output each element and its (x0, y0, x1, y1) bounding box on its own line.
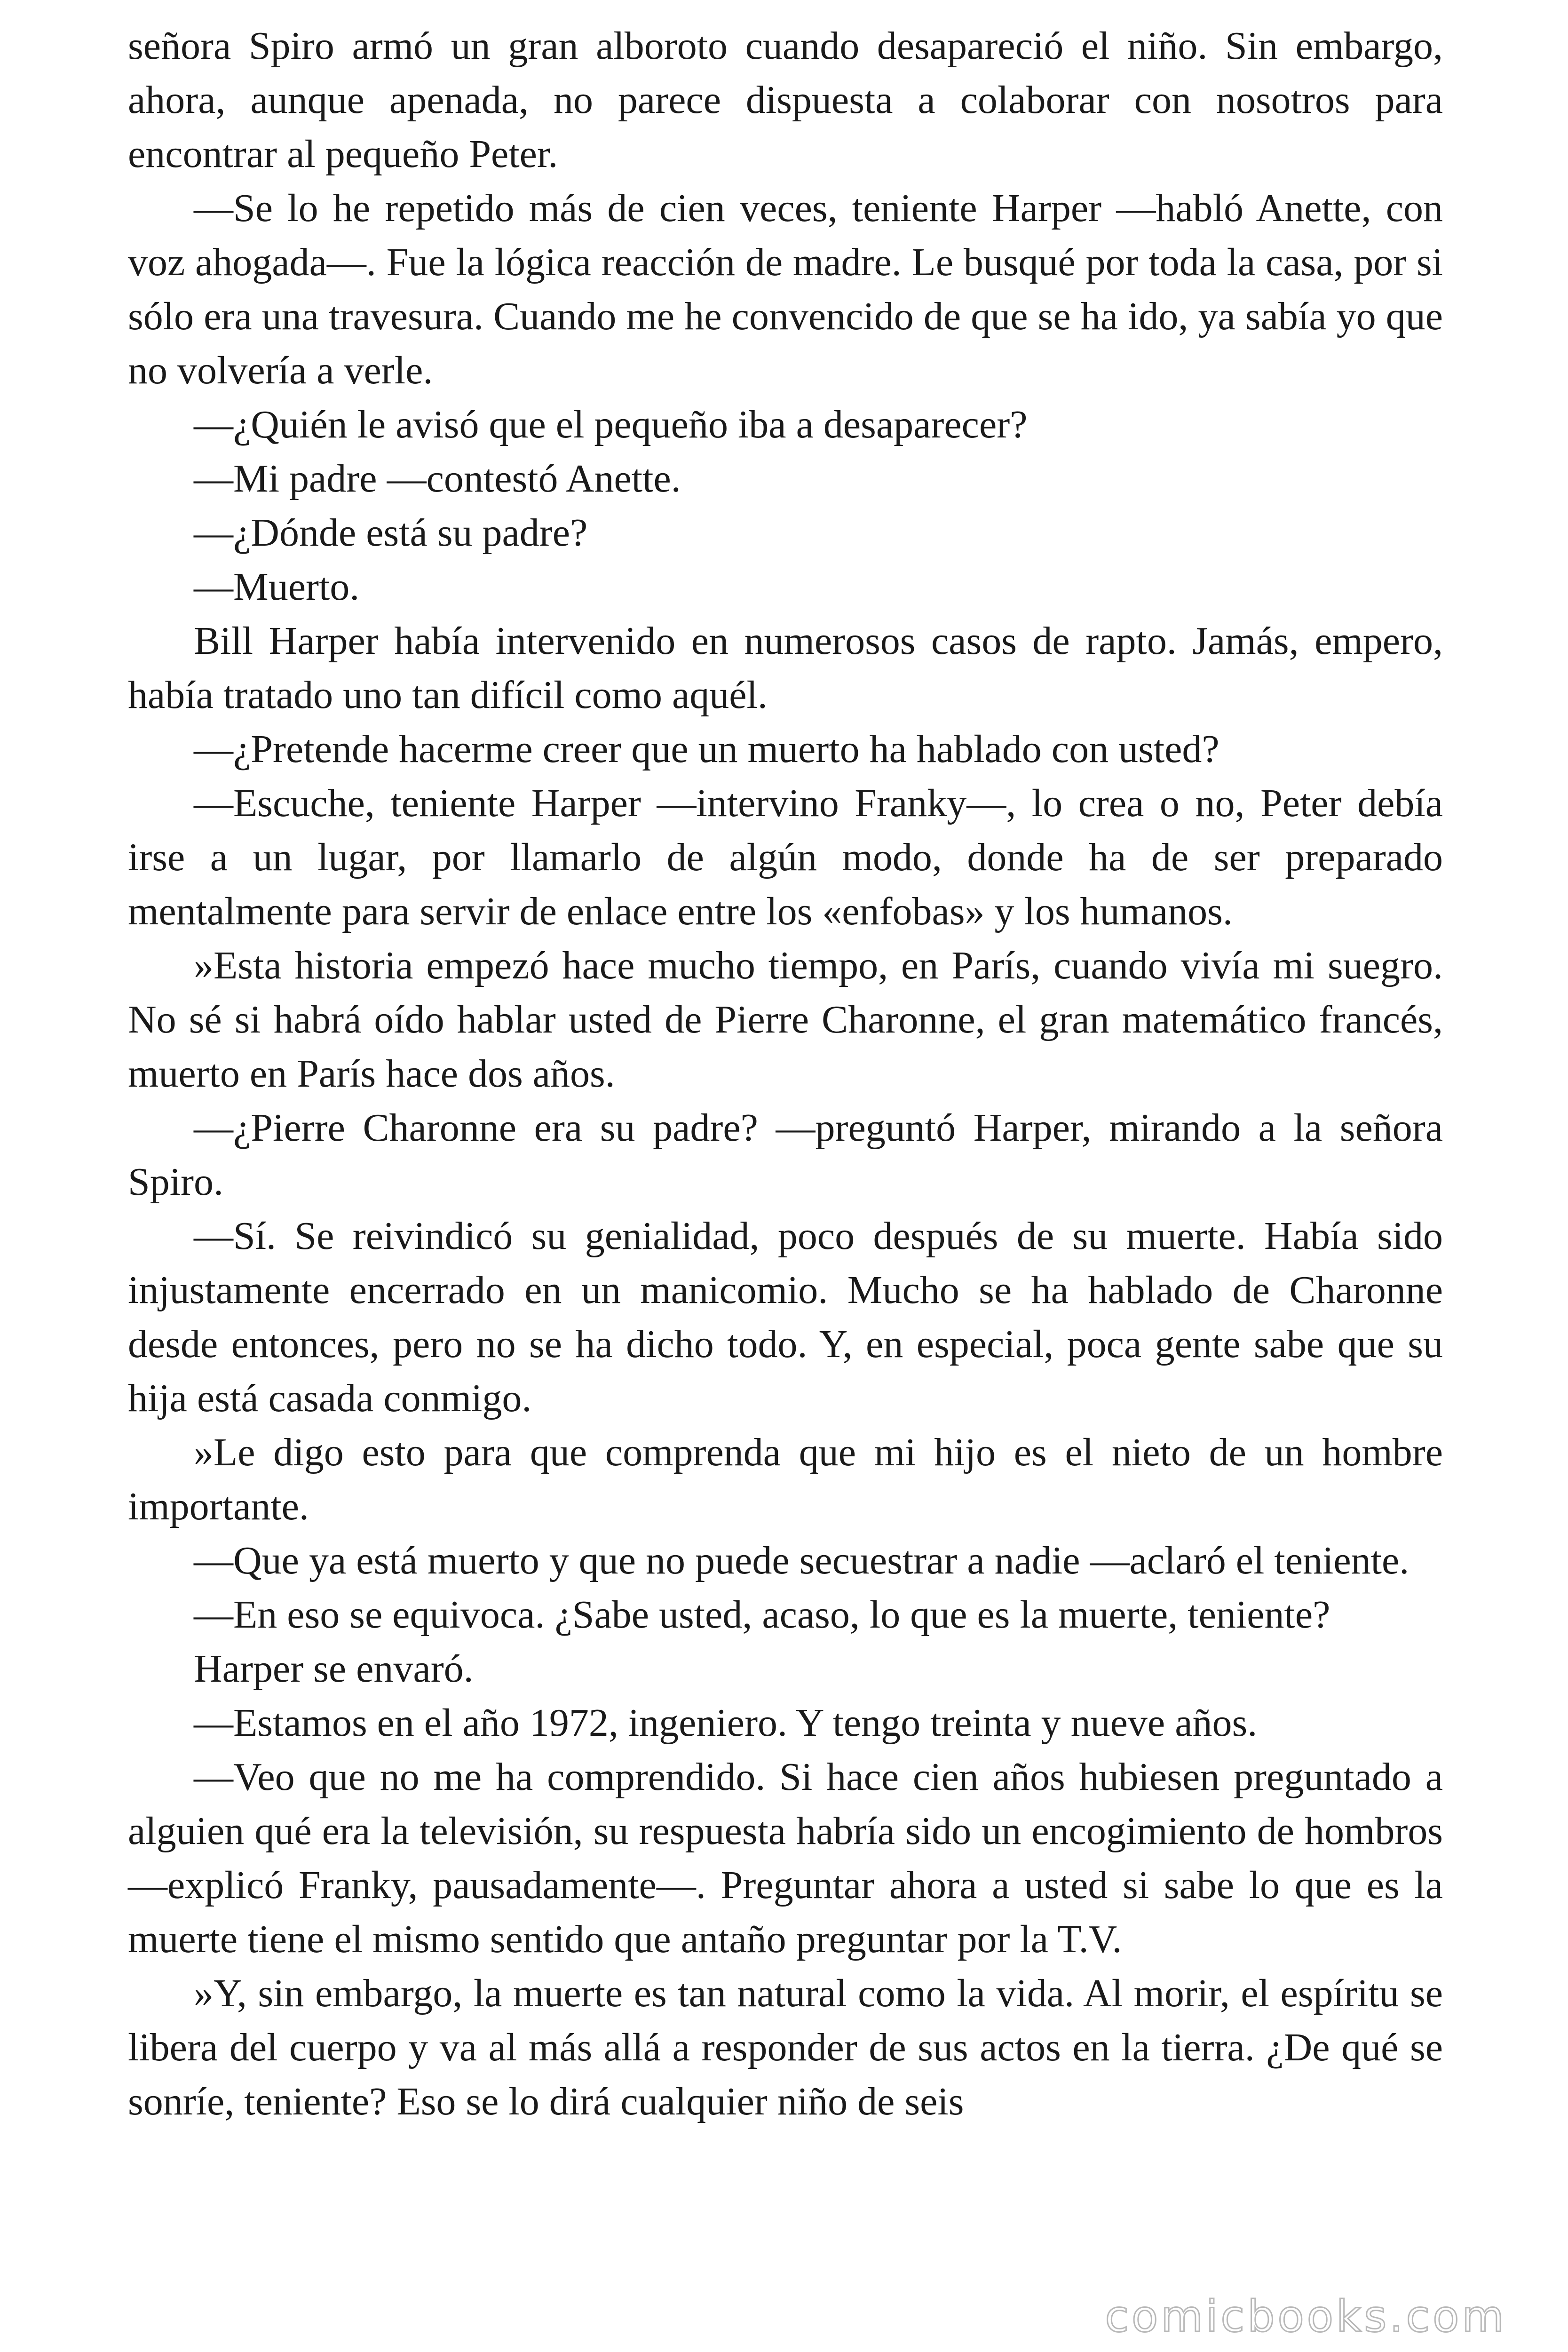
paragraph-19: »Y, sin embargo, la muerte es tan natural como la vida. Al morir, el espíritu se libera del cuerpo y va al más allá a responder de sus actos en la tierra. ¿De qué se sonríe, teniente? Eso se lo dirá cualquier niño de seis (128, 1971, 1443, 2123)
page-text (128, 19, 1443, 2129)
paragraph-5: —¿Dónde está su padre? (194, 511, 588, 555)
paragraph-7: Bill Harper había intervenido en numerosos casos de rapto. Jamás, empero, había tratado uno tan difícil como aquél. (128, 619, 1443, 717)
paragraph-9: —Escuche, teniente Harper —intervino Franky—, lo crea o no, Peter debía irse a un lugar, por llamarlo de algún modo, donde ha de ser preparado mentalmente para servir de enlace entre los «enfobas» y los humanos. (128, 781, 1443, 933)
paragraph-10: »Esta historia empezó hace mucho tiempo, en París, cuando vivía mi suegro. No sé si habrá oído hablar usted de Pierre Charonne, el gran matemático francés, muerto en París hace dos años. (128, 944, 1443, 1096)
paragraph-1: señora Spiro armó un gran alboroto cuando desapareció el niño. Sin embargo, ahora, aunque apenada, no parece dispuesta a colaborar con nosotros para encontrar al pequeño Peter. (128, 24, 1443, 176)
paragraph-16: Harper se envaró. (194, 1647, 474, 1691)
paragraph-17: —Estamos en el año 1972, ingeniero. Y tengo treinta y nueve años. (194, 1701, 1258, 1745)
watermark: comicbooks.com (1105, 2291, 1507, 2342)
paragraph-4: —Mi padre —contestó Anette. (194, 457, 681, 501)
paragraph-18: —Veo que no me ha comprendido. Si hace cien años hubiesen preguntado a alguien qué era la televisión, su respuesta habría sido un encogimiento de hombros —explicó Franky, pausadamente—. Preguntar ahora a usted si sabe lo que es la muerte tiene el mismo sentido que antaño preguntar por la T.V. (128, 1755, 1443, 1961)
paragraph-15: —En eso se equivoca. ¿Sabe usted, acaso, lo que es la muerte, teniente? (194, 1593, 1330, 1637)
paragraph-3: —¿Quién le avisó que el pequeño iba a desaparecer? (194, 403, 1028, 446)
paragraph-8: —¿Pretende hacerme creer que un muerto ha hablado con usted? (194, 727, 1220, 771)
paragraph-11: —¿Pierre Charonne era su padre? —preguntó Harper, mirando a la señora Spiro. (128, 1106, 1443, 1204)
paragraph-13: »Le digo esto para que comprenda que mi hijo es el nieto de un hombre importante. (128, 1430, 1443, 1528)
paragraph-6: —Muerto. (194, 565, 360, 609)
paragraph-14: —Que ya está muerto y que no puede secuestrar a nadie —aclaró el teniente. (194, 1539, 1410, 1582)
paragraph-2: —Se lo he repetido más de cien veces, teniente Harper —habló Anette, con voz ahogada—. Fue la lógica reacción de madre. Le busqué por toda la casa, por si sólo era una travesura. Cuando me he convencido de que se ha ido, ya sabía yo que no volvería a verle. (128, 186, 1443, 392)
paragraph-12: —Sí. Se reivindicó su genialidad, poco después de su muerte. Había sido injustamente encerrado en un manicomio. Mucho se ha hablado de Charonne desde entonces, pero no se ha dicho todo. Y, en especial, poca gente sabe que su hija está casada conmigo. (128, 1214, 1443, 1420)
